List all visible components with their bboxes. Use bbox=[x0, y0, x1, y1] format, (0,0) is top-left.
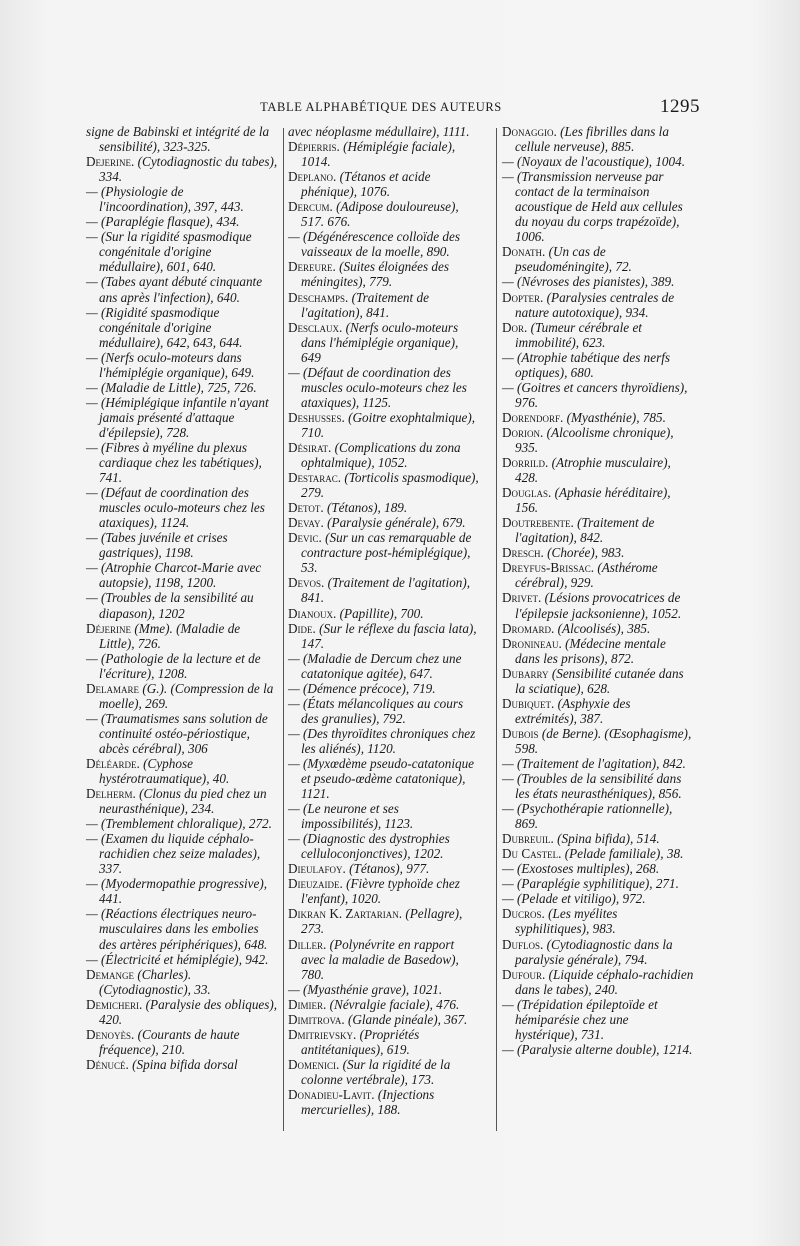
entry-text: — (Physiologie de l'incoordination), 397, 443. bbox=[86, 184, 244, 215]
entry-text: (Glande pinéale), 367. bbox=[344, 1011, 468, 1027]
entry-text: — (Tabes ayant débuté cinquante ans après l'infection), 640. bbox=[86, 274, 263, 305]
index-entry bbox=[502, 545, 694, 560]
author-name: Denoyès. bbox=[86, 1026, 135, 1042]
entry-text: — (Atrophie tabétique des nerfs optiques), 680. bbox=[502, 349, 670, 380]
page-header bbox=[72, 96, 700, 118]
index-entry bbox=[502, 876, 694, 891]
index-entry bbox=[502, 410, 694, 425]
index-entry bbox=[288, 229, 480, 259]
index-entry bbox=[502, 350, 694, 380]
index-entry bbox=[502, 590, 694, 620]
index-entry bbox=[288, 756, 480, 801]
entry-text: (Papillite), 700. bbox=[336, 605, 424, 621]
author-name: Deshusses. bbox=[288, 409, 345, 425]
index-entry bbox=[288, 440, 480, 470]
author-name: Destarac. bbox=[288, 470, 342, 486]
index-entry bbox=[288, 726, 480, 756]
entry-text: (Traitement de l'agitation), 841. bbox=[301, 575, 471, 606]
index-entry bbox=[288, 997, 480, 1012]
author-name: Dejerine. bbox=[86, 154, 135, 170]
index-entry bbox=[502, 425, 694, 455]
index-entry bbox=[86, 831, 278, 876]
entry-text: — (Le neurone et ses impossibilités), 1123. bbox=[288, 801, 414, 832]
index-entry bbox=[288, 575, 480, 605]
index-entry bbox=[502, 666, 694, 696]
index-entry bbox=[86, 952, 278, 967]
index-entry bbox=[86, 229, 278, 274]
entry-text: (Courants de haute fréquence), 210. bbox=[99, 1026, 240, 1057]
entry-text: (Paralysie des obliques), 420. bbox=[99, 996, 278, 1027]
entry-text: (Pelade familiale), 38. bbox=[561, 846, 684, 862]
index-entry bbox=[502, 380, 694, 410]
index-entry bbox=[502, 937, 694, 967]
author-name: Dor. bbox=[502, 319, 528, 335]
index-entry bbox=[288, 861, 480, 876]
index-entry bbox=[502, 997, 694, 1042]
index-entry bbox=[86, 711, 278, 756]
author-name: Dubreuil. bbox=[502, 831, 554, 847]
index-entry bbox=[86, 214, 278, 229]
index-entry bbox=[502, 515, 694, 545]
entry-text: (Sur le réflexe du fascia lata), 147. bbox=[301, 620, 477, 651]
author-name: Demange bbox=[86, 966, 135, 982]
index-entry bbox=[502, 244, 694, 274]
entry-text: (Chorée), 983. bbox=[543, 545, 625, 561]
entry-text: — (Fibres à myéline du plexus cardiaque chez les tabétiques), 741. bbox=[86, 439, 262, 486]
author-name: Dorion. bbox=[502, 424, 544, 440]
entry-text: — (Réactions électriques neuro-musculaires dans les embolies des artères périphériques), 648. bbox=[86, 906, 268, 952]
author-name: Delamare bbox=[86, 680, 140, 696]
index-entry bbox=[288, 906, 480, 936]
index-entry bbox=[502, 320, 694, 350]
index-entry bbox=[86, 124, 278, 154]
entry-text: — (Dégénérescence colloïde des vaisseaux de la moelle, 890. bbox=[288, 229, 460, 260]
index-entry bbox=[86, 560, 278, 590]
index-entry bbox=[502, 801, 694, 831]
entry-text: (Sur un cas remarquable de contracture post-hémiplégique), 53. bbox=[301, 530, 472, 576]
index-entry bbox=[86, 380, 278, 395]
entry-text: — (Pathologie de la lecture et de l'écriture), 1208. bbox=[86, 650, 261, 681]
index-entry bbox=[288, 530, 480, 575]
entry-text: — (Maladie de Dercum chez une catatonique agitée), 647. bbox=[288, 650, 462, 681]
index-entry bbox=[288, 410, 480, 440]
column-divider bbox=[496, 128, 497, 1131]
index-entry bbox=[288, 139, 480, 169]
entry-text: — (Tabes juvénile et crises gastriques), 1198. bbox=[86, 530, 228, 561]
author-name: Dide. bbox=[288, 620, 316, 636]
index-entry bbox=[502, 756, 694, 771]
author-name: Dubois bbox=[502, 725, 539, 741]
running-title: TABLE ALPHABÉTIQUE DES AUTEURS bbox=[260, 100, 502, 114]
entry-text: — (Des thyroïdites chroniques chez les aliénés), 1120. bbox=[288, 725, 476, 756]
author-name: Donadieu-Lavit. bbox=[288, 1087, 375, 1102]
index-entry bbox=[288, 365, 480, 410]
index-entry bbox=[502, 967, 694, 997]
entry-text: — (Myodermopathie progressive), 441. bbox=[86, 876, 268, 907]
entry-text: (Complications du zona ophtalmique), 1052. bbox=[301, 439, 461, 471]
index-entry bbox=[502, 846, 694, 861]
entry-text: (Traitement de l'agitation), 841. bbox=[301, 289, 429, 320]
entry-text: (Mme). (Maladie de Little), 726. bbox=[99, 620, 241, 651]
author-name: Dufour. bbox=[502, 966, 546, 982]
author-name: Dreyfus-Brissac. bbox=[502, 560, 595, 576]
index-entry bbox=[86, 967, 278, 997]
author-name: Devay. bbox=[288, 515, 324, 531]
author-name: Désirat. bbox=[288, 439, 332, 455]
entry-text: (Polynévrite en rapport avec la maladie de Basedow), 780. bbox=[301, 936, 459, 982]
entry-text: — (Paraplégie syphilitique), 271. bbox=[502, 876, 679, 892]
index-entry bbox=[86, 876, 278, 906]
author-name: Drivet. bbox=[502, 590, 542, 606]
entry-text: — (Nerfs oculo-moteurs dans l'hémiplégie organique), 649. bbox=[86, 349, 255, 380]
entry-text: (de Berne). (Œsophagisme), 598. bbox=[515, 725, 692, 756]
entry-text: (Les fibrilles dans la cellule nerveuse), 885. bbox=[515, 124, 669, 155]
entry-text: (Charles). (Cytodiagnostic), 33. bbox=[99, 966, 211, 997]
index-entry bbox=[502, 169, 694, 244]
index-entry bbox=[86, 997, 278, 1027]
entry-text: — (Noyaux de l'acoustique), 1004. bbox=[502, 154, 686, 170]
index-entry bbox=[288, 696, 480, 726]
index-columns bbox=[86, 124, 714, 1144]
index-entry bbox=[502, 274, 694, 289]
author-name: Dimier. bbox=[288, 996, 327, 1012]
index-entry bbox=[502, 485, 694, 515]
author-name: Domenici. bbox=[288, 1056, 340, 1072]
entry-text: (Névralgie faciale), 476. bbox=[326, 996, 460, 1012]
author-name: Dépierris. bbox=[288, 139, 340, 155]
index-entry bbox=[86, 274, 278, 304]
index-entry bbox=[86, 1057, 278, 1072]
author-name: Dopter. bbox=[502, 289, 544, 305]
entry-text: (Hémiplégie faciale), 1014. bbox=[301, 139, 456, 170]
entry-text: (Cyphose hystérotraumatique), 40. bbox=[99, 755, 230, 787]
entry-text: (Lésions provocatrices de l'épilepsie jacksonienne), 1052. bbox=[515, 590, 682, 621]
index-entry bbox=[288, 199, 480, 229]
index-entry bbox=[86, 395, 278, 440]
author-name: Dimitrova. bbox=[288, 1011, 345, 1027]
author-name: Dikran K. Zartarian. bbox=[288, 906, 403, 922]
column-divider bbox=[283, 128, 284, 1131]
entry-text: (Alcoolisme chronique), 935. bbox=[515, 424, 674, 455]
author-name: Dresch. bbox=[502, 545, 544, 561]
author-name: Detot. bbox=[288, 500, 324, 516]
index-entry bbox=[288, 1012, 480, 1027]
index-entry bbox=[288, 470, 480, 500]
index-entry bbox=[502, 891, 694, 906]
index-entry bbox=[86, 816, 278, 831]
index-entry bbox=[502, 124, 694, 154]
entry-text: (Clonus du pied chez un neurasthénique), 234. bbox=[99, 786, 267, 817]
entry-text: (Goitre exophtalmique), 710. bbox=[301, 409, 476, 440]
entry-text: signe de Babinski et intégrité de la sensibilité), 323-325. bbox=[86, 124, 270, 155]
entry-text: — (États mélancoliques au cours des granulies), 792. bbox=[288, 695, 464, 726]
index-entry bbox=[288, 1087, 480, 1117]
entry-text: (Tétanos), 977. bbox=[345, 861, 430, 877]
entry-text: (Asphyxie des extrémités), 387. bbox=[515, 695, 631, 726]
author-name: Desclaux. bbox=[288, 319, 343, 335]
entry-text: — (Traitement de l'agitation), 842. bbox=[502, 755, 686, 771]
entry-text: avec néoplasme médullaire), 1111. bbox=[288, 124, 470, 139]
entry-text: (Propriétés antitétaniques), 619. bbox=[301, 1026, 420, 1057]
entry-text: (Tumeur cérébrale et immobilité), 623. bbox=[515, 319, 642, 350]
entry-text: (G.). (Compression de la moelle), 269. bbox=[99, 680, 274, 711]
author-name: Déjerine bbox=[86, 620, 132, 636]
index-entry bbox=[288, 651, 480, 681]
index-entry bbox=[288, 937, 480, 982]
index-entry bbox=[86, 350, 278, 380]
author-name: Dieulafoy. bbox=[288, 861, 346, 877]
index-entry bbox=[502, 1042, 694, 1057]
entry-text: (Spina bifida), 514. bbox=[553, 831, 660, 847]
index-entry bbox=[86, 1027, 278, 1057]
entry-text: (Pellagre), 273. bbox=[301, 906, 463, 937]
entry-text: — (Paraplégie flasque), 434. bbox=[86, 214, 240, 230]
index-entry bbox=[288, 876, 480, 906]
author-name: Ducros. bbox=[502, 906, 545, 922]
index-entry bbox=[502, 861, 694, 876]
author-name: Donath. bbox=[502, 244, 546, 260]
entry-text: (Atrophie musculaire), 428. bbox=[515, 455, 671, 486]
author-name: Dubarry bbox=[502, 665, 549, 681]
author-name: Dianoux. bbox=[288, 605, 337, 621]
index-entry bbox=[288, 606, 480, 621]
index-entry bbox=[86, 681, 278, 711]
entry-text: — (Sur la rigidité spasmodique congénitale d'origine médullaire), 601, 640. bbox=[86, 229, 252, 275]
index-entry bbox=[288, 1057, 480, 1087]
index-entry bbox=[86, 756, 278, 786]
author-name: Doutrebente. bbox=[502, 515, 574, 531]
author-name: Dieuzaide. bbox=[288, 876, 343, 892]
entry-text: — (Électricité et hémiplégie), 942. bbox=[86, 951, 269, 967]
index-entry bbox=[86, 906, 278, 951]
index-entry bbox=[502, 696, 694, 726]
index-entry bbox=[288, 1027, 480, 1057]
entry-text: (Tétanos et acide phénique), 1076. bbox=[301, 169, 431, 200]
entry-text: (Sensibilité cutanée dans la sciatique), 628. bbox=[515, 665, 684, 696]
entry-text: — (Pelade et vitiligo), 972. bbox=[502, 891, 646, 907]
index-entry bbox=[86, 154, 278, 184]
index-entry bbox=[86, 440, 278, 485]
index-entry bbox=[86, 651, 278, 681]
author-name: Douglas. bbox=[502, 485, 552, 501]
author-name: Delherm. bbox=[86, 786, 136, 802]
entry-text: (Fièvre typhoïde chez l'enfant), 1020. bbox=[301, 876, 460, 907]
author-name: Deschamps. bbox=[288, 289, 349, 305]
index-entry bbox=[502, 771, 694, 801]
entry-text: (Un cas de pseudoméningite), 72. bbox=[515, 244, 632, 275]
entry-text: — (Tremblement chloralique), 272. bbox=[86, 816, 272, 832]
index-entry bbox=[288, 124, 480, 139]
entry-text: — (Névroses des pianistes), 389. bbox=[502, 274, 675, 290]
entry-text: — (Troubles de la sensibilité dans les états neurasthéniques), 856. bbox=[502, 771, 682, 802]
entry-text: (Adipose douloureuse), 517. 676. bbox=[301, 199, 459, 230]
entry-text: — (Examen du liquide céphalo-rachidien chez seize malades), 337. bbox=[86, 831, 261, 877]
index-entry bbox=[288, 831, 480, 861]
entry-text: — (Traumatismes sans solution de continuité ostéo-périostique, abcès cérébral), 306 bbox=[86, 710, 268, 756]
entry-text: (Tétanos), 189. bbox=[323, 500, 408, 516]
author-name: Diller. bbox=[288, 936, 327, 952]
index-entry bbox=[502, 455, 694, 485]
entry-text: — (Myasthénie grave), 1021. bbox=[288, 981, 443, 997]
index-entry bbox=[502, 636, 694, 666]
entry-text: (Asthérome cérébral), 929. bbox=[515, 560, 658, 591]
entry-text: — (Transmission nerveuse par contact de la terminaison acoustique de Held aux cellules du noyau du corps trapézoïde), 1006. bbox=[502, 169, 683, 245]
entry-text: — (Défaut de coordination des muscles oculo-moteurs chez les ataxiques), 1124. bbox=[86, 485, 265, 531]
author-name: Devos. bbox=[288, 575, 325, 591]
index-entry bbox=[502, 726, 694, 756]
index-entry bbox=[288, 515, 480, 530]
index-entry bbox=[86, 621, 278, 651]
entry-text: — (Exostoses multiples), 268. bbox=[502, 861, 660, 877]
author-name: Dorendorf. bbox=[502, 409, 564, 425]
index-entry bbox=[288, 500, 480, 515]
index-entry bbox=[86, 305, 278, 350]
index-column-right bbox=[502, 124, 694, 1057]
index-entry bbox=[502, 560, 694, 590]
entry-text: (Cytodiagnostic dans la paralysie générale), 794. bbox=[515, 936, 673, 967]
entry-text: (Aphasie héréditaire), 156. bbox=[515, 485, 671, 516]
author-name: Duflos. bbox=[502, 936, 544, 952]
entry-text: (Myasthénie), 785. bbox=[563, 409, 666, 425]
author-name: Dmitrievsky. bbox=[288, 1026, 357, 1042]
entry-text: — (Myxœdème pseudo-catatonique et pseudo-œdème catatonique), 1121. bbox=[288, 755, 475, 802]
entry-text: — (Troubles de la sensibilité au diapason), 1202 bbox=[86, 590, 254, 621]
index-entry bbox=[86, 530, 278, 560]
entry-text: — (Diagnostic des dystrophies celluloconjonctives), 1202. bbox=[288, 831, 450, 862]
entry-text: (Traitement de l'agitation), 842. bbox=[515, 515, 655, 546]
entry-text: (Injections mercurielles), 188. bbox=[301, 1087, 435, 1118]
index-entry bbox=[288, 320, 480, 365]
index-entry bbox=[86, 590, 278, 620]
entry-text: (Torticolis spasmodique), 279. bbox=[301, 470, 479, 501]
entry-text: — (Paralysie alterne double), 1214. bbox=[502, 1041, 693, 1057]
index-column-left bbox=[86, 124, 278, 1072]
entry-text: (Les myélites syphilitiques), 983. bbox=[515, 906, 618, 937]
author-name: Devic. bbox=[288, 530, 322, 546]
entry-text: — (Démence précoce), 719. bbox=[288, 680, 436, 696]
index-entry bbox=[288, 169, 480, 199]
entry-text: (Alcoolisés), 385. bbox=[554, 620, 651, 636]
index-entry bbox=[502, 906, 694, 936]
entry-text: (Spina bifida dorsal bbox=[128, 1056, 238, 1072]
entry-text: — (Défaut de coordination des muscles oculo-moteurs chez les ataxiques), 1125. bbox=[288, 364, 467, 410]
index-entry bbox=[502, 831, 694, 846]
entry-text: — (Psychothérapie rationnelle), 869. bbox=[502, 801, 673, 832]
index-entry bbox=[86, 184, 278, 214]
index-entry bbox=[502, 290, 694, 320]
index-entry bbox=[86, 786, 278, 816]
index-entry bbox=[86, 485, 278, 530]
index-entry bbox=[288, 681, 480, 696]
entry-text: — (Goitres et cancers thyroïdiens), 976. bbox=[502, 379, 688, 410]
index-entry bbox=[502, 154, 694, 169]
entry-text: — (Maladie de Little), 725, 726. bbox=[86, 379, 257, 395]
entry-text: (Cytodiagnostic du tabes), 334. bbox=[99, 154, 278, 185]
author-name: Dénucé. bbox=[86, 1056, 129, 1072]
entry-text: — (Atrophie Charcot-Marie avec autopsie), 1198, 1200. bbox=[86, 560, 262, 591]
author-name: Dereure. bbox=[288, 259, 336, 275]
entry-text: — (Rigidité spasmodique congénitale d'origine médullaire), 642, 643, 644. bbox=[86, 304, 243, 350]
author-name: Dronineau. bbox=[502, 635, 562, 651]
author-name: Dromard. bbox=[502, 620, 555, 636]
index-entry bbox=[288, 259, 480, 289]
author-name: Dorrild. bbox=[502, 455, 549, 471]
index-column-middle bbox=[288, 124, 480, 1117]
index-entry bbox=[502, 621, 694, 636]
author-name: Dercum. bbox=[288, 199, 333, 215]
author-name: Donaggio. bbox=[502, 124, 557, 139]
index-entry bbox=[288, 621, 480, 651]
entry-text: — (Hémiplégique infantile n'ayant jamais présenté d'attaque d'épilepsie), 728. bbox=[86, 394, 269, 440]
author-name: Demicheri. bbox=[86, 996, 143, 1012]
index-entry bbox=[288, 982, 480, 997]
author-name: Du Castel. bbox=[502, 846, 562, 862]
entry-text: (Liquide céphalo-rachidien dans le tabes), 240. bbox=[515, 966, 694, 997]
entry-text: — (Trépidation épileptoïde et hémiparésie chez une hystérique), 731. bbox=[502, 996, 658, 1042]
author-name: Deplano. bbox=[288, 169, 337, 185]
entry-text: (Sur la rigidité de la colonne vertébrale), 173. bbox=[301, 1056, 451, 1087]
author-name: Dubiquet. bbox=[502, 695, 555, 711]
entry-text: (Suites éloignées des méningites), 779. bbox=[301, 259, 449, 290]
entry-text: (Paralysies centrales de nature autotoxique), 934. bbox=[515, 289, 675, 320]
entry-text: (Paralysie générale), 679. bbox=[323, 515, 466, 531]
entry-text: (Médecine mentale dans les prisons), 872. bbox=[515, 635, 666, 666]
page-number: 1295 bbox=[660, 96, 700, 117]
author-name: Déléarde. bbox=[86, 755, 140, 771]
index-entry bbox=[288, 290, 480, 320]
entry-text: (Nerfs oculo-moteurs dans l'hémiplégie organique), 649 bbox=[301, 319, 459, 365]
index-entry bbox=[288, 801, 480, 831]
